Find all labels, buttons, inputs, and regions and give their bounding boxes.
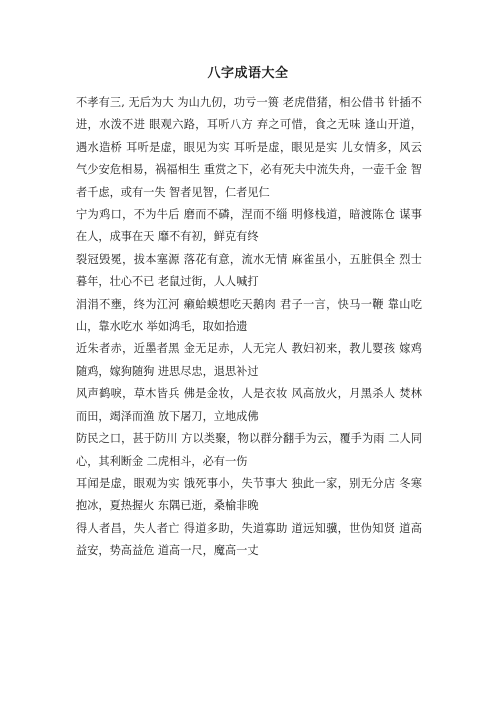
paragraph-3: 裂冠毁冕，拔本塞源 落花有意，流水无情 麻雀虽小，五脏俱全 烈士暮年，壮心不已 老鼠过街，人人喊打 <box>76 252 422 289</box>
paragraph-6: 风声鹤唳，草木皆兵 佛是金妆，人是衣妆 风高放火，月黑杀人 焚林而田，竭泽而渔 放下屠刀，立地成佛 <box>76 387 422 423</box>
page-title: 八字成语大全 <box>207 66 289 81</box>
paragraph-4: 涓涓不壅，终为江河 癞蛤蟆想吃天鹅肉 君子一言，快马一鞭 靠山吃山，靠水吃水 举如鸿毛，取如拾遗 <box>76 297 422 334</box>
paragraph-7: 防民之口，甚于防川 方以类聚，物以群分翻手为云，覆手为雨 二人同心，其利断金 二虎相斗，必有一伤 <box>76 432 422 468</box>
paragraph-5: 近朱者赤，近墨者黑 金无足赤，人无完人 教妇初来，教儿婴孩 嫁鸡随鸡，嫁狗随狗 进思尽忠，退思补过 <box>76 342 422 378</box>
paragraph-9: 得人者昌，失人者亡 得道多助，失道寡助 道远知骥，世伪知贤 道高益安，势高益危 道高一尺，魔高一丈 <box>76 521 422 558</box>
paragraph-2: 宁为鸡口，不为牛后 磨而不磷，涅而不缁 明修栈道，暗渡陈仓 谋事在人，成事在天 靡不有初，鲜克有终 <box>76 208 422 244</box>
paragraph-1: 不孝有三, 无后为大 为山九仞，功亏一篑 老虎借猪，相公借书 针插不进，水泼不进 眼观六路，耳听八方 弃之可惜，食之无味 逢山开道，遇水造桥 耳听是虚，眼见为实 耳听是虚，眼见是实 儿女情多，风云气少安危相易，祸福相生 重赏之下，必有死夫中流失舟，一壶千金 智者千虑，或有一失 智者见智，仁者见仁 <box>76 96 422 199</box>
document-body <box>76 92 422 563</box>
paragraph-8: 耳闻是虚，眼观为实 饿死事小，失节事大 独此一家，别无分店 冬寒抱冰，夏热握火 东隅已逝，桑榆非晚 <box>76 476 422 513</box>
